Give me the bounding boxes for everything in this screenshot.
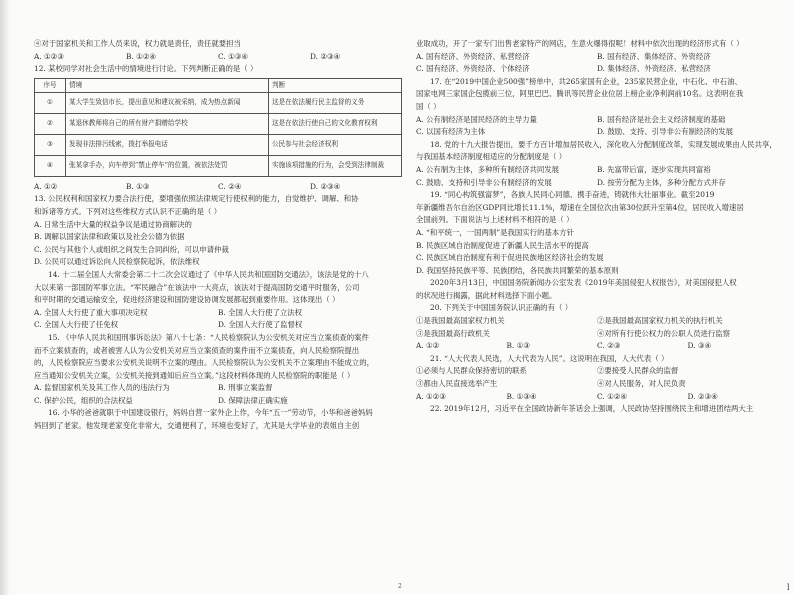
- q17-options-row: [416, 126, 778, 139]
- table-cell: 某退休教师将自己的所有财产捐赠给学校: [66, 113, 269, 134]
- q12-table: [34, 78, 402, 177]
- q17-stem-line: 国家电网三家国企包揽前三位，阿里巴巴、腾讯等民营企业位居上榜企业净利润前10名。这表明在我: [416, 89, 744, 99]
- table-header-row: [35, 78, 402, 92]
- q21-option-a: A. ①②③: [416, 391, 446, 401]
- q18-stem-line: 18. 党的十九大报告提出，要千方百计增加居民收入，深化收入分配制度改革，实现发展成果由人民共享，: [430, 139, 777, 149]
- q18-option-a: A. 公有制为主体，多种所有制经济共同发展: [416, 164, 560, 174]
- q15-stem-line: 15. 《中华人民共和国刑事诉讼法》第八十七条：“人民检察院认为公安机关对应当立案侦查的案件: [48, 332, 369, 342]
- q21-option-b: B. ①③④: [506, 391, 537, 401]
- q15-option-c: C. 保护公民，组织的合法权益: [34, 395, 133, 405]
- q15-option-b: B. 刑事立案监督: [218, 383, 273, 393]
- page-number: 2: [398, 583, 402, 590]
- q14-stem-line: 和平时期的交通运输安全，促进经济建设和国防建设协调发展都起到重要作用。这体现出（ ）: [34, 295, 340, 305]
- q20-statements-row: [416, 328, 778, 341]
- q21-statement: ③都由人民直接选举产生: [416, 379, 498, 389]
- q14-stem-line: 14. 十二届全国人大常委会第二十二次会议通过了《中华人民共和国国防交通法》，该法是党的十八: [48, 269, 369, 279]
- q15-stem-line: 而不立案侦查的，或者被害人认为公安机关对应当立案侦查的案件而不立案侦查，向人民检察院提出: [34, 345, 360, 355]
- q20-stem: 20. 下列关于中国国务院认识正确的有（ ）: [430, 303, 573, 313]
- q21-options: [416, 391, 778, 404]
- q20-statement: ①是我国最高国家权力机关: [416, 316, 505, 326]
- q19-option: D. 我国坚持民族平等、民族团结，各民族共同繁荣的基本原则: [416, 265, 619, 275]
- q13-stem-line: 13. 公民权利和国家权力要合法行使，要增强依照法律规定行使权利的能力，自觉维护、调解、和协: [34, 194, 359, 204]
- q17-option-c: C. 以国有经济为主体: [416, 127, 486, 137]
- q15-stem-line: 的，人民检察院应当要求公安机关说明不立案的理由。人民检察院认为公安机关不立案理由不能成立的，: [34, 358, 374, 368]
- q21-statements-row: [416, 365, 778, 378]
- table-cell: ④: [35, 155, 66, 176]
- table-cell: 这是在依法行使自己的文化教育权利: [269, 113, 402, 134]
- q21-option-d: D. ②③④: [687, 391, 718, 401]
- q16-stem-line: 业取成功，开了一家专门出售老家特产的网店，生意火爆得很呢！材料中依次出现的经济形式有（ ）: [416, 39, 744, 48]
- table-cell: 公民参与社会经济权利: [269, 134, 402, 155]
- table-row: [35, 92, 402, 113]
- q20-statements-row: [416, 315, 778, 328]
- q15-option-d: D. 保障法律正确实施: [218, 395, 288, 405]
- q11-statement: ④对于国家机关和工作人员来说，权力就是责任，责任就要担当: [34, 39, 241, 48]
- q15-options-row: [34, 382, 402, 395]
- q13-option: C. 公民与其他个人或组织之间发生合同纠纷，可以申请仲裁: [34, 244, 229, 254]
- q21-statement: ④对人民服务，对人民负责: [597, 379, 686, 389]
- table-row: [35, 155, 402, 176]
- q16-option-c: C. 国有经济、外资经济、个体经济: [416, 64, 530, 74]
- q11-option-d: D. ②③④: [310, 51, 341, 61]
- q20-material-line: 的状况进行揭露，据此材料选择下面小题。: [416, 290, 557, 300]
- q17-stem-line: 国（ ）: [416, 101, 441, 111]
- table-header: 判断: [269, 78, 402, 92]
- q14-option-c: C. 全国人大行使了任免权: [34, 320, 118, 330]
- q11-option-a: A. ①②③: [34, 51, 64, 61]
- q20-statement: ④对所有行使公权力的公职人员进行监察: [597, 328, 731, 338]
- q11-option-c: C. ①③④: [218, 51, 248, 61]
- q17-stem-line: 17. 在“2019中国企业500强”榜单中，共265家国有企业，235家民营企业，中石化、中石油、: [430, 76, 742, 86]
- q14-options-row: [34, 307, 402, 320]
- edge-mark: l: [787, 583, 790, 592]
- table-cell: 这是在依法履行民主监督的义务: [269, 92, 402, 113]
- q20-option-b: B. ①③: [506, 341, 530, 351]
- q20-material-line: 2020年3月13日，中国国务院新闻办公室发表《2019年美国侵犯人权报告》，对美国侵犯人权: [430, 278, 737, 288]
- q16-stem-line: 妈回到了老家。他发现老家变化非常大，交通便利了，环境也变好了，尤其是大学毕业的表姐自主创: [34, 421, 360, 431]
- q17-options-row: [416, 114, 778, 127]
- q13-option: B. 调解以国家法律和政策以及社会公德为依据: [34, 232, 185, 242]
- table-cell: 发现非法排污线索，拨打举报电话: [66, 134, 269, 155]
- table-cell: ①: [35, 92, 66, 113]
- q13-option: D. 公民可以通过诉讼向人民检察院起诉，依法维权: [34, 257, 200, 267]
- q18-option-c: C. 鼓励、支持和引导非公有制经济的发展: [416, 177, 552, 187]
- q11-options: [34, 51, 402, 64]
- q16-options-row: [416, 63, 778, 76]
- q13-stem-line: 和诉诸等方式。下列对这些维权方式认识不正确的是（ ）: [34, 206, 222, 216]
- q18-options-row: [416, 164, 778, 177]
- q21-option-c: C. ①②④: [597, 391, 627, 401]
- q15-option-a: A. 监督国家机关及其工作人员的违法行为: [34, 383, 170, 393]
- q16-option-a: A. 国有经济、外资经济、私营经济: [416, 51, 530, 61]
- q15-options-row: [34, 395, 402, 408]
- q16-option-d: D. 集体经济、外资经济、私营经济: [597, 64, 711, 74]
- q20-statement: ③是我国最高行政机关: [416, 328, 490, 338]
- q19-stem-line: 全国前列。下面说法与上述材料不相符的是（ ）: [416, 215, 574, 225]
- q14-options-row: [34, 319, 402, 332]
- q17-option-d: D. 鼓励、支持、引导非公有制经济的发展: [597, 127, 734, 137]
- q21-statement: ②要接受人民群众的监督: [597, 366, 679, 376]
- q21-statements-row: [416, 378, 778, 391]
- q21-stem: 21. “人大代表人民选，人大代表为人民”。这说明在我国，人大代表（ ）: [430, 353, 669, 363]
- table-header: 序号: [35, 78, 66, 92]
- table-row: [35, 134, 402, 155]
- q16-stem-line: 16. 小华的爸爸就职于中国建设银行，妈妈自营一家外企上作，今年“五一”劳动节，小华和爸爸妈妈: [48, 408, 373, 418]
- q20-option-c: C. ②③: [597, 341, 621, 351]
- q12-option-c: C. ②④: [218, 181, 242, 191]
- q21-statement: ①必须与人民群众保持密切的联系: [416, 366, 527, 376]
- table-row: [35, 113, 402, 134]
- q18-option-d: D. 按劳分配为主体，多种分配方式并存: [597, 177, 726, 187]
- q12-option-a: A. ①②: [34, 181, 58, 191]
- q22-stem: 22. 2019年12月，习近平在全国政协新年茶话会上强调，人民政协坚持围绕民主和增进团结两大主: [430, 404, 754, 414]
- q20-option-d: D. ③④: [687, 341, 712, 351]
- q17-option-a: A. 公有制经济是国民经济的主导力量: [416, 114, 537, 124]
- q12-option-b: B. ①③: [126, 181, 150, 191]
- q12-option-d: D. ②③④: [310, 181, 341, 191]
- q13-option: A. 日常生活中大量的权益争议是通过协商解决的: [34, 219, 192, 229]
- q12-stem: 12. 某校同学对社会生活中的情境进行讨论。下列判断正确的是（ ）: [34, 64, 258, 74]
- q11-option-b: B. ①②④: [126, 51, 157, 61]
- q18-option-b: B. 先富带后富，逐步实现共同富裕: [597, 164, 711, 174]
- scan-shadow: [0, 0, 10, 595]
- q14-option-b: B. 全国人大行使了立法权: [218, 307, 303, 317]
- q19-option: C. 民族区域自治制度有利于促进民族地区经济社会的发展: [416, 253, 604, 263]
- q18-stem-line: 与我国基本经济制度相适应的分配制度是（ ）: [416, 152, 567, 162]
- table-header: 情境: [66, 78, 269, 92]
- q17-option-b: B. 国有经济是社会主义经济制度的基础: [597, 114, 726, 124]
- q14-option-d: D. 全国人大行使了监督权: [218, 320, 303, 330]
- table-cell: ③: [35, 134, 66, 155]
- table-cell: 张某拿手办，向车停到“禁止停车”的位置，被依法处罚: [66, 155, 269, 176]
- q15-stem-line: 应当通知公安机关立案，公安机关接到通知后应当立案。”这段材料体现的人民检察院的职能是（ ）: [34, 370, 355, 380]
- q14-option-a: A. 全国人大行使了重大事项决定权: [34, 307, 148, 317]
- q16-options-row: [416, 51, 778, 64]
- table-cell: 实施该项措施的行为，会受到法律制裁: [269, 155, 402, 176]
- q18-options-row: [416, 177, 778, 190]
- q14-stem-line: 大以来第一部国防军事立法。“军民融合”在该法中一大亮点，该法对于提高国防交通平时服务，公司: [34, 282, 360, 292]
- q19-option: A. “和平统一，一国两制”是我国实行的基本方针: [416, 227, 575, 237]
- q20-statement: ②是我国最高国家权力机关的执行机关: [597, 316, 723, 326]
- q19-stem-line: 年新疆维吾尔自治区GDP同比增长11.1%，增速在全国位次由第30位跃升至第4位，居民收入增速居: [416, 202, 744, 212]
- table-cell: ②: [35, 113, 66, 134]
- table-cell: 某大学生致信市长，提出意见和建议被采纳，成为热点新闻: [66, 92, 269, 113]
- q20-options: [416, 340, 778, 353]
- left-column: [34, 38, 402, 433]
- q12-options: [34, 181, 402, 194]
- q19-stem-line: 19. “同心构筑强富梦”，各族人民同心同德、携手奋进，铸就伟大壮丽事业。截至2019: [430, 190, 715, 200]
- q19-option: B. 民族区域自治制度促进了新疆人民生活水平的提高: [416, 240, 589, 250]
- right-column: [416, 38, 778, 416]
- q20-option-a: A. ①②: [416, 341, 440, 351]
- q16-option-b: B. 国有经济、集体经济、外资经济: [597, 51, 711, 61]
